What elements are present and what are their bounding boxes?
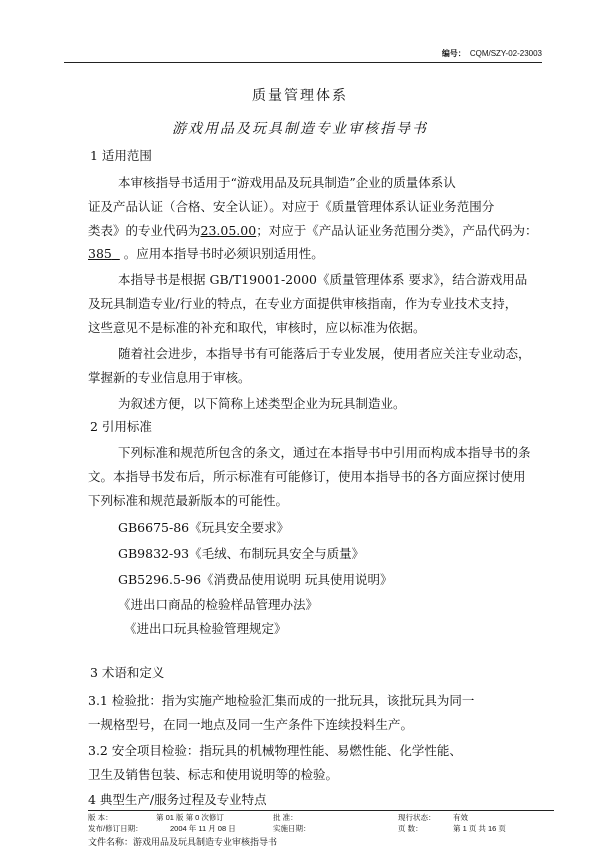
date-label: 发布/修订日期： — [88, 824, 143, 833]
s2-p1-line2: 文。本指导书发布后，所示标准有可能修订，使用本指导书的各方面应探讨使用 — [88, 469, 526, 484]
status-label: 现行状态： — [398, 813, 436, 822]
approve-label: 批 准： — [273, 813, 298, 822]
section-2-heading: 2 引用标准 — [90, 419, 152, 434]
s1-p2-line2: 及玩具制造专业/行业的特点，在专业方面提供审核指南，作为专业技术支持， — [88, 296, 518, 311]
section-1-heading: 1 适用范围 — [90, 148, 152, 163]
document-subtitle: 游戏用品及玩具制造专业审核指导书 — [172, 121, 428, 137]
document-header — [64, 44, 542, 63]
s1-p1-line3a: 类表》的专业代码为 — [88, 223, 201, 238]
s1-p1-line3b: ；对应于《产品认证业务范围分类》，产品代码为： — [256, 223, 538, 238]
document-title: 质量管理体系 — [252, 88, 348, 104]
specialty-code: 23.05.00 — [200, 223, 257, 238]
s1-p3-line1: 随着社会进步，本指导书有可能落后于专业发展，使用者应关注专业动态， — [118, 346, 531, 361]
s3-d1-line2: 一规格型号，在同一地点及同一生产条件下连续投料生产。 — [88, 717, 414, 732]
s1-p1-line4b: 。应用本指导书时必须识别适用性。 — [119, 246, 324, 261]
status-value: 有效 — [453, 813, 468, 822]
s3-d2-line1: 3.2 安全项目检验：指玩具的机械物理性能、易燃性能、化学性能、 — [88, 743, 462, 758]
product-code: 385 — [88, 246, 112, 261]
s1-p2-line1: 本指导书是根据 GB/T19001-2000《质量管理体系 要求》，结合游戏用品 — [118, 272, 528, 287]
s1-p1-line1: 本审核指导书适用于“游戏用品及玩具制造”企业的质量体系认 — [118, 175, 456, 190]
s1-p1-line3 — [88, 223, 537, 239]
s1-p4-line1: 为叙述方便，以下简称上述类型企业为玩具制造业。 — [118, 396, 406, 411]
s1-p2-line3: 这些意见不是标准的补充和取代，审核时，应以标准为依据。 — [88, 320, 426, 335]
date-value: 2004 年 11 月 08 日 — [170, 824, 236, 833]
s2-p1-line3: 下列标准和规范最新版本的可能性。 — [88, 493, 289, 508]
section-4-heading: 4 典型生产/服务过程及专业特点 — [88, 792, 267, 807]
s3-d1-line1: 3.1 检验批：指为实施产地检验汇集而成的一批玩具，该批玩具为同一 — [88, 693, 475, 708]
page-count-label: 页 数： — [398, 824, 423, 833]
s2-p1-line1: 下列标准和规范所包含的条文，通过在本指导书中引用而构成本指导书的条 — [118, 445, 531, 460]
footer-row-1 — [88, 811, 554, 822]
document-code-value: CQM/SZY-02-23003 — [469, 49, 542, 58]
s1-p1-line4 — [88, 246, 324, 262]
edition-label: 版 本： — [88, 813, 113, 822]
file-name: 文件名称：游戏用品及玩具制造专业审核指导书 — [88, 838, 278, 848]
ref-standard: 《进出口玩具检验管理规定》 — [124, 621, 287, 636]
section-3-heading: 3 术语和定义 — [90, 665, 165, 680]
implementation-date-label: 实施日期： — [273, 824, 311, 833]
s1-p1-line2: 证及产品认证（合格、安全认证）。对应于《质量管理体系认证业务范围分 — [88, 199, 495, 214]
ref-standard: GB6675-86《玩具安全要求》 — [118, 520, 290, 535]
s3-d2-line2: 卫生及销售包装、标志和使用说明等的检验。 — [88, 767, 339, 782]
s1-p3-line2: 掌握新的专业信息用于审核。 — [88, 370, 251, 385]
footer-row-2 — [88, 822, 554, 833]
ref-standard: 《进出口商品的检验样品管理办法》 — [118, 597, 319, 612]
edition-value: 第 01 版 第 0 次修订 — [156, 813, 224, 822]
ref-standard: GB5296.5-96《消费品使用说明 玩具使用说明》 — [118, 572, 393, 587]
document-code-label: 编号： — [441, 49, 466, 58]
document-footer — [88, 810, 554, 833]
page-count-value: 第 1 页 共 16 页 — [453, 824, 506, 833]
ref-standard: GB9832-93《毛绒、布制玩具安全与质量》 — [118, 546, 365, 561]
document-code — [442, 48, 542, 59]
